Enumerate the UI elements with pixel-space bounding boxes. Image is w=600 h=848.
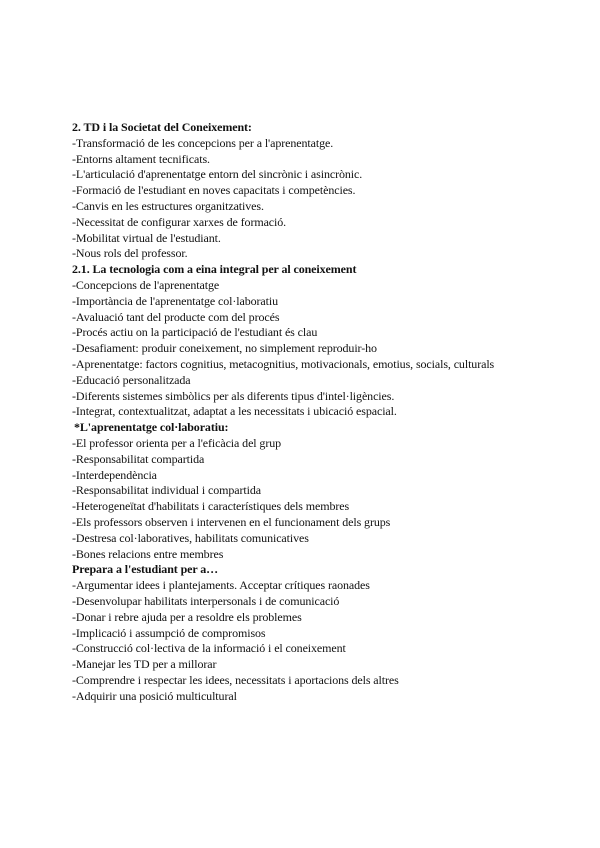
list-item: -Interdependència	[72, 467, 157, 482]
list-item: -Avaluació tant del producte com del procés	[72, 309, 280, 324]
list-item: -Adquirir una posició multicultural	[72, 688, 237, 703]
list-item: -Destresa col·laboratives, habilitats comunicatives	[72, 530, 309, 545]
list-item: -Entorns altament tecnificats.	[72, 151, 210, 166]
list-item: -Aprenentatge: factors cognitius, metacognitius, motivacionals, emotius, socials, culturals	[72, 356, 495, 371]
list-item: -Manejar les TD per a millorar	[72, 657, 217, 672]
list-item: -Mobilitat virtual de l'estudiant.	[72, 230, 221, 245]
list-item: -Concepcions de l'aprenentatge	[72, 277, 220, 292]
list-item: -Integrat, contextualitzat, adaptat a les necessitats i ubicació espacial.	[72, 404, 397, 419]
list-item: -Responsabilitat individual i compartida	[72, 483, 261, 498]
list-item: -Desafiament: produir coneixement, no simplement reproduir-ho	[72, 341, 377, 356]
section-heading: *L'aprenentatge col·laboratiu:	[74, 420, 229, 435]
list-item: -Canvis en les estructures organitzatives.	[72, 198, 264, 213]
list-item: -Necessitat de configurar xarxes de formació.	[72, 214, 287, 229]
section-heading: 2.1. La tecnologia com a eina integral per al coneixement	[72, 262, 357, 277]
list-item: -L'articulació d'aprenentatge entorn del sincrònic i asincrònic.	[72, 167, 363, 182]
list-item: -Donar i rebre ajuda per a resoldre els problemes	[72, 609, 302, 624]
list-item: -Transformació de les concepcions per a l'aprenentatge.	[72, 135, 334, 150]
list-item: -Bones relacions entre membres	[72, 546, 224, 561]
list-item: -Procés actiu on la participació de l'estudiant és clau	[72, 325, 318, 340]
list-item: -Implicació i assumpció de compromisos	[72, 625, 266, 640]
list-item: -Desenvolupar habilitats interpersonals i de comunicació	[72, 593, 340, 608]
list-item: -Educació personalitzada	[72, 372, 191, 387]
list-item: -Construcció col·lectiva de la informació i el coneixement	[72, 641, 346, 656]
section-heading: Prepara a l'estudiant per a…	[72, 562, 219, 577]
list-item: -Comprendre i respectar les idees, necessitats i aportacions dels altres	[72, 672, 399, 687]
list-item: -Nous rols del professor.	[72, 246, 188, 261]
list-item: -Els professors observen i intervenen en el funcionament dels grups	[72, 514, 391, 529]
list-item: -Diferents sistemes simbòlics per als diferents tipus d'intel·ligències.	[72, 388, 395, 403]
list-item: -El professor orienta per a l'eficàcia del grup	[72, 435, 282, 450]
document-body	[72, 120, 572, 704]
section-heading: 2. TD i la Societat del Coneixement:	[72, 120, 252, 134]
list-item: -Heterogeneïtat d'habilitats i característiques dels membres	[72, 499, 350, 514]
list-item: -Argumentar idees i plantejaments. Acceptar crítiques raonades	[72, 578, 370, 593]
list-item: -Importància de l'aprenentatge col·laboratiu	[72, 293, 278, 308]
list-item: -Formació de l'estudiant en noves capacitats i competències.	[72, 183, 356, 198]
list-item: -Responsabilitat compartida	[72, 451, 205, 466]
